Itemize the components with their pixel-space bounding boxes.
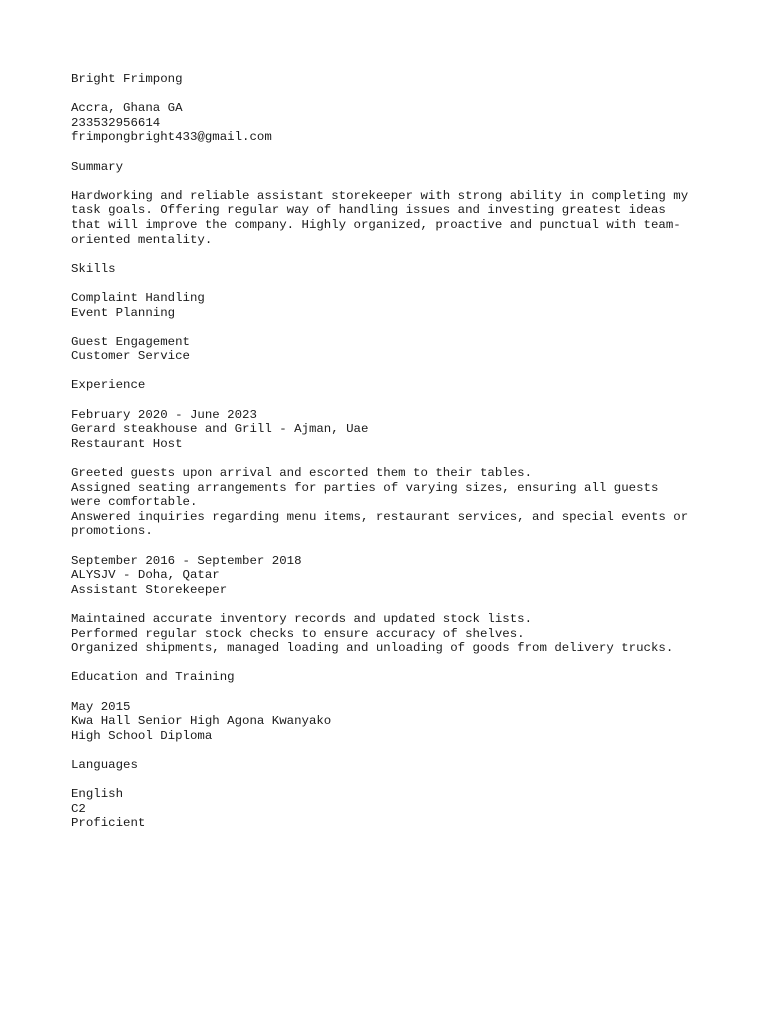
job-duty: Assigned seating arrangements for parties of varying sizes, ensuring all guests <box>71 480 659 495</box>
spacer <box>71 451 711 466</box>
job-dates: September 2016 - September 2018 <box>71 553 302 568</box>
education-date: May 2015 <box>71 699 131 714</box>
summary-line: oriented mentality. <box>71 232 213 247</box>
spacer <box>71 87 711 102</box>
experience-heading: Experience <box>71 378 146 393</box>
spacer <box>71 656 711 671</box>
spacer <box>71 364 711 379</box>
spacer <box>71 773 711 788</box>
contact-email: frimpongbright433@gmail.com <box>71 130 272 145</box>
spacer <box>71 393 711 408</box>
spacer <box>71 174 711 189</box>
summary-line: task goals. Offering regular way of handling issues and investing greatest ideas <box>71 203 666 218</box>
summary-line: that will improve the company. Highly organized, proactive and punctual with team- <box>71 217 681 232</box>
job-duty: Answered inquiries regarding menu items, restaurant services, and special events or <box>71 509 689 524</box>
languages-heading: Languages <box>71 757 138 772</box>
spacer <box>71 320 711 335</box>
job-duty: Greeted guests upon arrival and escorted them to their tables. <box>71 466 533 481</box>
skill-item: Event Planning <box>71 305 176 320</box>
spacer <box>71 247 711 262</box>
skill-item: Complaint Handling <box>71 290 205 305</box>
spacer <box>71 276 711 291</box>
summary-line: Hardworking and reliable assistant storekeeper with strong ability in completing my <box>71 188 689 203</box>
spacer <box>71 597 711 612</box>
job-dates: February 2020 - June 2023 <box>71 407 257 422</box>
skill-item: Guest Engagement <box>71 334 190 349</box>
summary-heading: Summary <box>71 159 124 174</box>
language-name: English <box>71 787 124 802</box>
job-title: Restaurant Host <box>71 436 183 451</box>
skill-item: Customer Service <box>71 349 190 364</box>
job-employer: Gerard steakhouse and Grill - Ajman, Uae <box>71 422 369 437</box>
spacer <box>71 685 711 700</box>
contact-phone: 233532956614 <box>71 115 161 130</box>
spacer <box>71 145 711 160</box>
job-duty: Maintained accurate inventory records and updated stock lists. <box>71 611 533 626</box>
education-school: Kwa Hall Senior High Agona Kwanyako <box>71 714 332 729</box>
spacer <box>71 539 711 554</box>
job-duty: promotions. <box>71 524 153 539</box>
spacer <box>71 743 711 758</box>
contact-location: Accra, Ghana GA <box>71 101 183 116</box>
candidate-name: Bright Frimpong <box>71 72 183 86</box>
language-level: C2 <box>71 801 86 816</box>
job-duty: were comfortable. <box>71 495 198 510</box>
education-degree: High School Diploma <box>71 728 213 743</box>
job-duty: Performed regular stock checks to ensure accuracy of shelves. <box>71 626 525 641</box>
skills-heading: Skills <box>71 261 116 276</box>
job-employer: ALYSJV - Doha, Qatar <box>71 568 220 583</box>
job-title: Assistant Storekeeper <box>71 582 228 597</box>
education-heading: Education and Training <box>71 670 235 685</box>
language-proficiency: Proficient <box>71 816 146 831</box>
job-duty: Organized shipments, managed loading and unloading of goods from delivery trucks. <box>71 641 674 656</box>
resume-document <box>71 72 711 831</box>
